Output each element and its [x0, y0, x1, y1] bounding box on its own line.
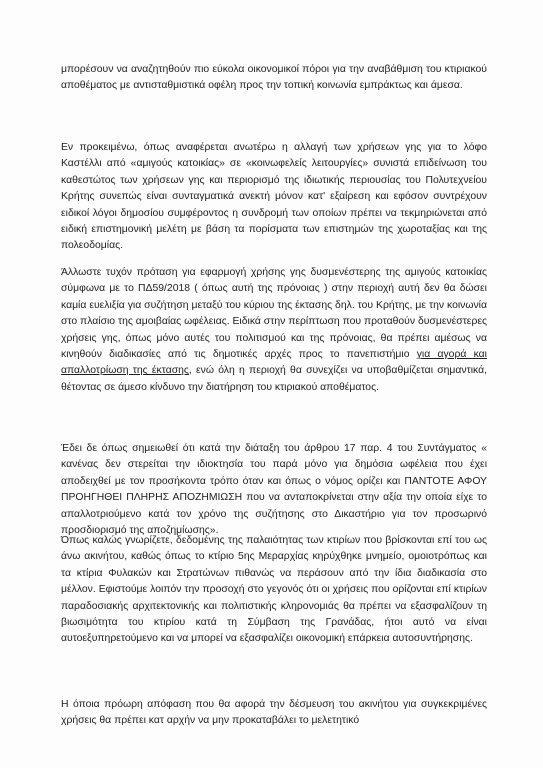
paragraph-2	[61, 140, 487, 255]
paragraph-5-text: Όπως καλώς γνωρίζετε, δεδομένης της παλαιότητας των κτιρίων που βρίσκονται επί του ως άνω ακινήτου, καθώς όπως το κτίριο 5ης Μεραρχίας κηρύχθηκε μνημείο, ομοιοτρόπως και τα κτίρια Φυλακών και Στρατώνων πιθανώς να περάσουν από την ίδια διαδικασία στο μέλλον. Εφιστούμε λοιπόν την προσοχή στο γεγονός ότι οι χρήσεις που ορίζονται επί κτιρίων παραδοσιακής αρχιτεκτονικής και πολιτιστικής κληρονομιάς θα πρέπει να εξασφαλίζουν τη βιωσιμότητα του κτιρίου κατά τη Σύμβαση της Γρανάδας, ήτοι αυτό να είναι αυτοεξυπηρετούμενο και να μπορεί να εξασφαλίζει οικονομική επάρκεια αυτοσυντήρησης.	[61, 535, 487, 645]
paragraph-2-text: Εν προκειμένω, όπως αναφέρεται ανωτέρω η αλλαγή των χρήσεων γης για το λόφο Καστέλλι από «αμιγούς κατοικίας» σε «κοινωφελείς λειτουργίες» συνιστά επιδείνωση του καθεστώτος των χρήσεων γης και περιορισμό της ιδιωτικής περιουσίας του Πολυτεχνείου Κρήτης συνεπώς είναι συνταγματικά ανεκτή μόνον κατ' εξαίρεση και εφόσον συντρέχουν ειδικοί λόγοι δημοσίου συμφέροντος η συνδρομή των οποίων πρέπει να τεκμηριώνεται από ειδική επιστημονική μελέτη με βάση τα πορίσματα των επιστημών της χωροταξίας και της πολεοδομίας.	[61, 142, 487, 252]
paragraph-5	[61, 533, 487, 648]
paragraph-6	[61, 697, 487, 730]
paragraph-3-text-end: , ενώ όλη η περιοχή θα συνεχίζει να υποβαθμίζεται σημαντικά, θέτοντας σε άμεσο κίνδυνο την διατήρηση του κτιριακού αποθέματος.	[61, 365, 488, 393]
paragraph-6-text: Η όποια πρόωρη απόφαση που θα αφορά την δέσμευση του ακινήτου για συγκεκριμένες χρήσεις θα πρέπει κατ αρχήν να μην προκαταβάλει το μελετητικό	[61, 699, 487, 727]
paragraph-4-text: Έδει δε όπως σημειωθεί ότι κατά την διάταξη του άρθρου 17 παρ. 4 του Συντάγματος « κανένας δεν στερείται την ιδιοκτησία του παρά μόνο για δημόσια ωφέλεια που έχει αποδειχθεί με τον προσήκοντα τρόπο όταν και όπως ο νόμος ορίζει και ΠΑΝΤΟΤΕ ΑΦΟΥ ΠΡΟΗΓΗΘΕΙ ΠΛΗΡΗΣ ΑΠΟΖΗΜΙΩΣΗ που να ανταποκρίνεται στην αξία την οποία είχε το απαλλοτριούμενο κατά τον χρόνο της συζήτησης στο Δικαστήριο για τον προσωρινό προσδιορισμό της αποζημίωσης».	[61, 443, 487, 537]
paragraph-3-text-start: Άλλωστε τυχόν πρόταση για εφαρμογή χρήσης γης δυσμενέστερης της αμιγούς κατοικίας σύμφωνα με το ΠΔ59/2018 ( όπως αυτή της πρόνοιας ) στην περιοχή αυτή δεν θα δώσει καμία ευελιξία για συζήτηση μεταξύ του κύριου της έκτασης δηλ. του Κρήτης, με την κοινωνία στο πλαίσιο της αμοιβαίας ωφέλειας. Ειδικά στην περίπτωση που προταθούν δυσμενέστερες χρήσεις γης, όπως μόνο αυτές του πολιτισμού και της πρόνοιας, θα πρέπει αμέσως να κινηθούν διαδικασίες από τις δημοτικές αρχές προς το πανεπιστήμιο	[61, 267, 487, 361]
paragraph-3-underlined-phrase: για αγορά και απαλλοτρίωση της έκτασης	[61, 349, 487, 377]
paragraph-4	[61, 441, 487, 539]
paragraph-1-text: μπορέσουν να αναζητηθούν πιο εύκολα οικονομικοί πόροι για την αναβάθμιση του κτιριακού αποθέματος με αντισταθμιστικά οφέλη προς την τοπική κοινωνία εμπράκτως και άμεσα.	[61, 64, 487, 92]
paragraph-3	[61, 265, 487, 396]
paragraph-1	[61, 62, 487, 95]
